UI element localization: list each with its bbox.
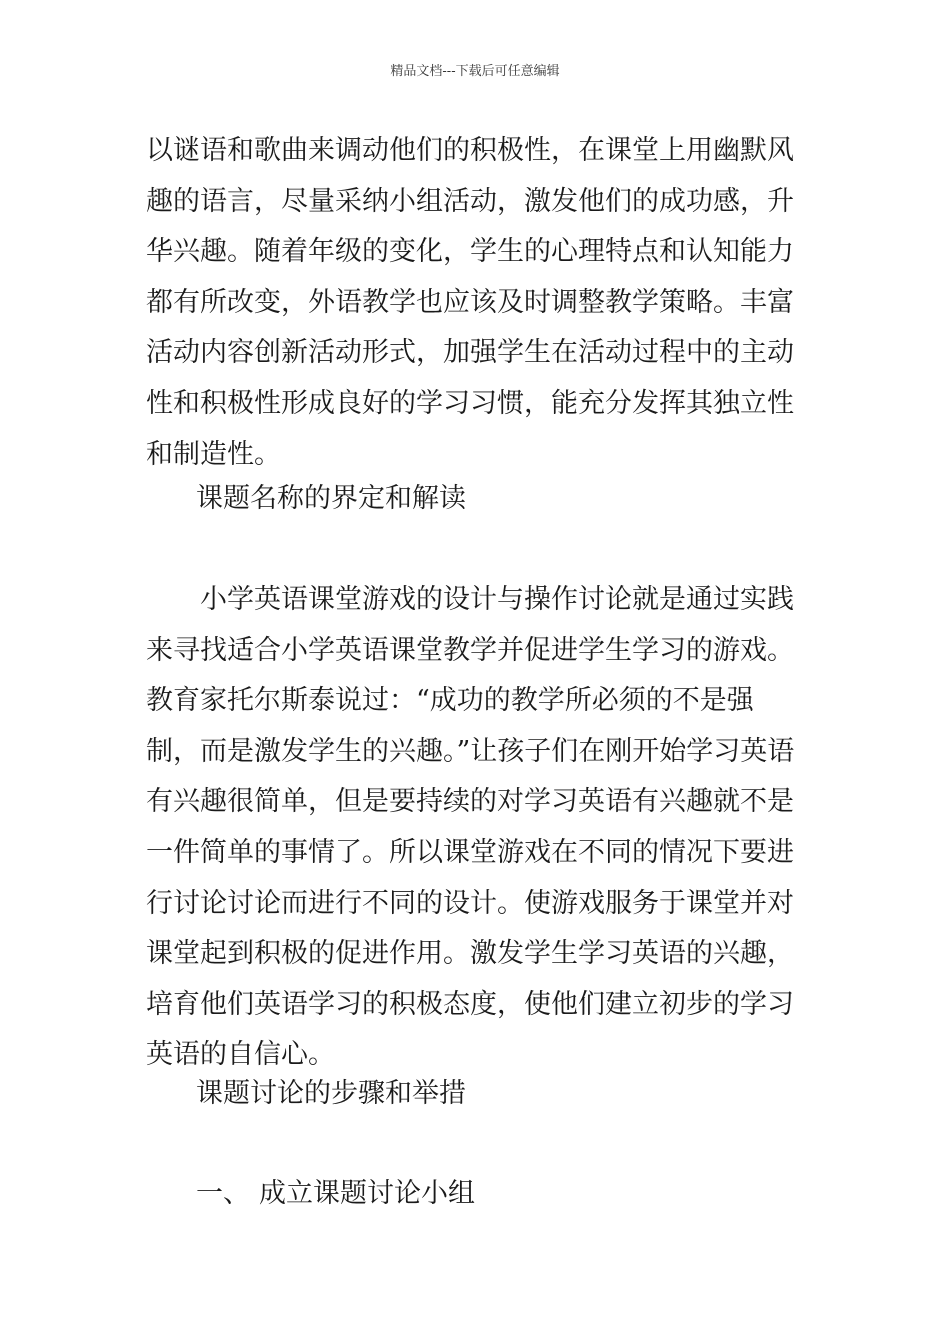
body-paragraph-1: 以谜语和歌曲来调动他们的积极性，在课堂上用幽默风趣的语言，尽量采纳小组活动，激发他们的成功感，升华兴趣。随着年级的变化，学生的心理特点和认知能力都有所改变，外语教学也应该及时调整教学策略。丰富活动内容创新活动形式，加强学生在活动过程中的主动性和积极性形成良好的学习习惯，能充分发挥其独立性和制造性。 (146, 135, 794, 470)
section-heading-steps: 课题讨论的步骤和举措 (196, 1078, 466, 1109)
page-header: 精品文档---下载后可任意编辑 (390, 64, 560, 79)
subsection-heading-1 (196, 1169, 806, 1220)
subsection-title: 成立课题讨论小组 (259, 1178, 475, 1209)
subsection-number: 一、 (196, 1178, 250, 1209)
section-heading-definition: 课题名称的界定和解读 (196, 483, 466, 514)
body-paragraph-2: 小学英语课堂游戏的设计与操作讨论就是通过实践来寻找适合小学英语课堂教学并促进学生学习的游戏。教育家托尔斯泰说过：“成功的教学所必须的不是强制，而是激发学生的兴趣。”让孩子们在刚开始学习英语有兴趣很简单，但是要持续的对学习英语有兴趣就不是一件简单的事情了。所以课堂游戏在不同的情况下要进行讨论讨论而进行不同的设计。使游戏服务于课堂并对课堂起到积极的促进作用。激发学生学习英语的兴趣，培育他们英语学习的积极态度，使他们建立初步的学习英语的自信心。 (146, 584, 795, 1071)
